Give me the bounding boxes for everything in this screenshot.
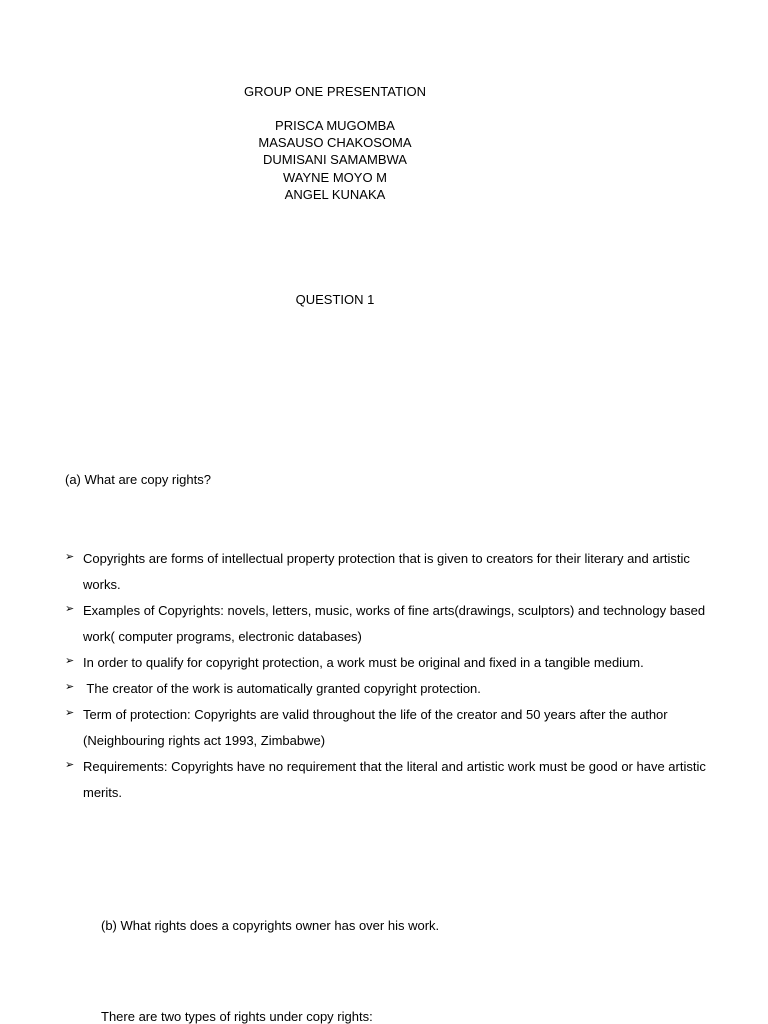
arrowhead-bullet-icon: ➢: [65, 759, 75, 771]
list-item-text: Term of protection: Copyrights are valid throughout the life of the creator and 50 years after the author (Neighbouring rights act 1993, Zimbabwe): [83, 707, 668, 748]
question-heading: QUESTION 1: [295, 292, 375, 307]
author-name: PRISCA MUGOMBA: [275, 118, 395, 133]
author-name: DUMISANI SAMAMBWA: [263, 152, 407, 168]
list-item: [65, 702, 725, 754]
list-item: [65, 754, 725, 806]
copyright-bullet-list: [65, 546, 725, 806]
list-item-text: Examples of Copyrights: novels, letters, music, works of fine arts(drawings, sculptors) and technology based work( computer programs, electronic databases): [83, 603, 706, 644]
author-name: WAYNE MOYO M: [283, 169, 387, 185]
list-item: [65, 598, 725, 650]
presentation-title: GROUP ONE PRESENTATION: [243, 84, 427, 99]
arrowhead-bullet-icon: ➢: [65, 551, 75, 563]
list-item-text: Copyrights are forms of intellectual property protection that is given to creators for their literary and artistic works.: [83, 551, 690, 592]
list-item: [65, 650, 725, 676]
list-item-text: Requirements: Copyrights have no requirement that the literal and artistic work must be good or have artistic merits.: [83, 759, 706, 800]
author-name: MASAUSO CHAKOSOMA: [258, 135, 412, 151]
arrowhead-bullet-icon: ➢: [65, 655, 75, 667]
question-a: (a) What are copy rights?: [65, 472, 211, 487]
list-item-text: The creator of the work is automatically granted copyright protection.: [83, 681, 481, 696]
list-item: [65, 546, 725, 598]
author-list: [200, 117, 470, 203]
rights-intro-text: There are two types of rights under copy rights:: [101, 1009, 373, 1024]
arrowhead-bullet-icon: ➢: [65, 681, 75, 693]
question-b: (b) What rights does a copyrights owner has over his work.: [101, 918, 440, 933]
list-item: [65, 676, 725, 702]
list-item-text: In order to qualify for copyright protection, a work must be original and fixed in a tangible medium.: [83, 655, 644, 670]
arrowhead-bullet-icon: ➢: [65, 707, 75, 719]
arrowhead-bullet-icon: ➢: [65, 603, 75, 615]
author-name: ANGEL KUNAKA: [284, 186, 386, 202]
